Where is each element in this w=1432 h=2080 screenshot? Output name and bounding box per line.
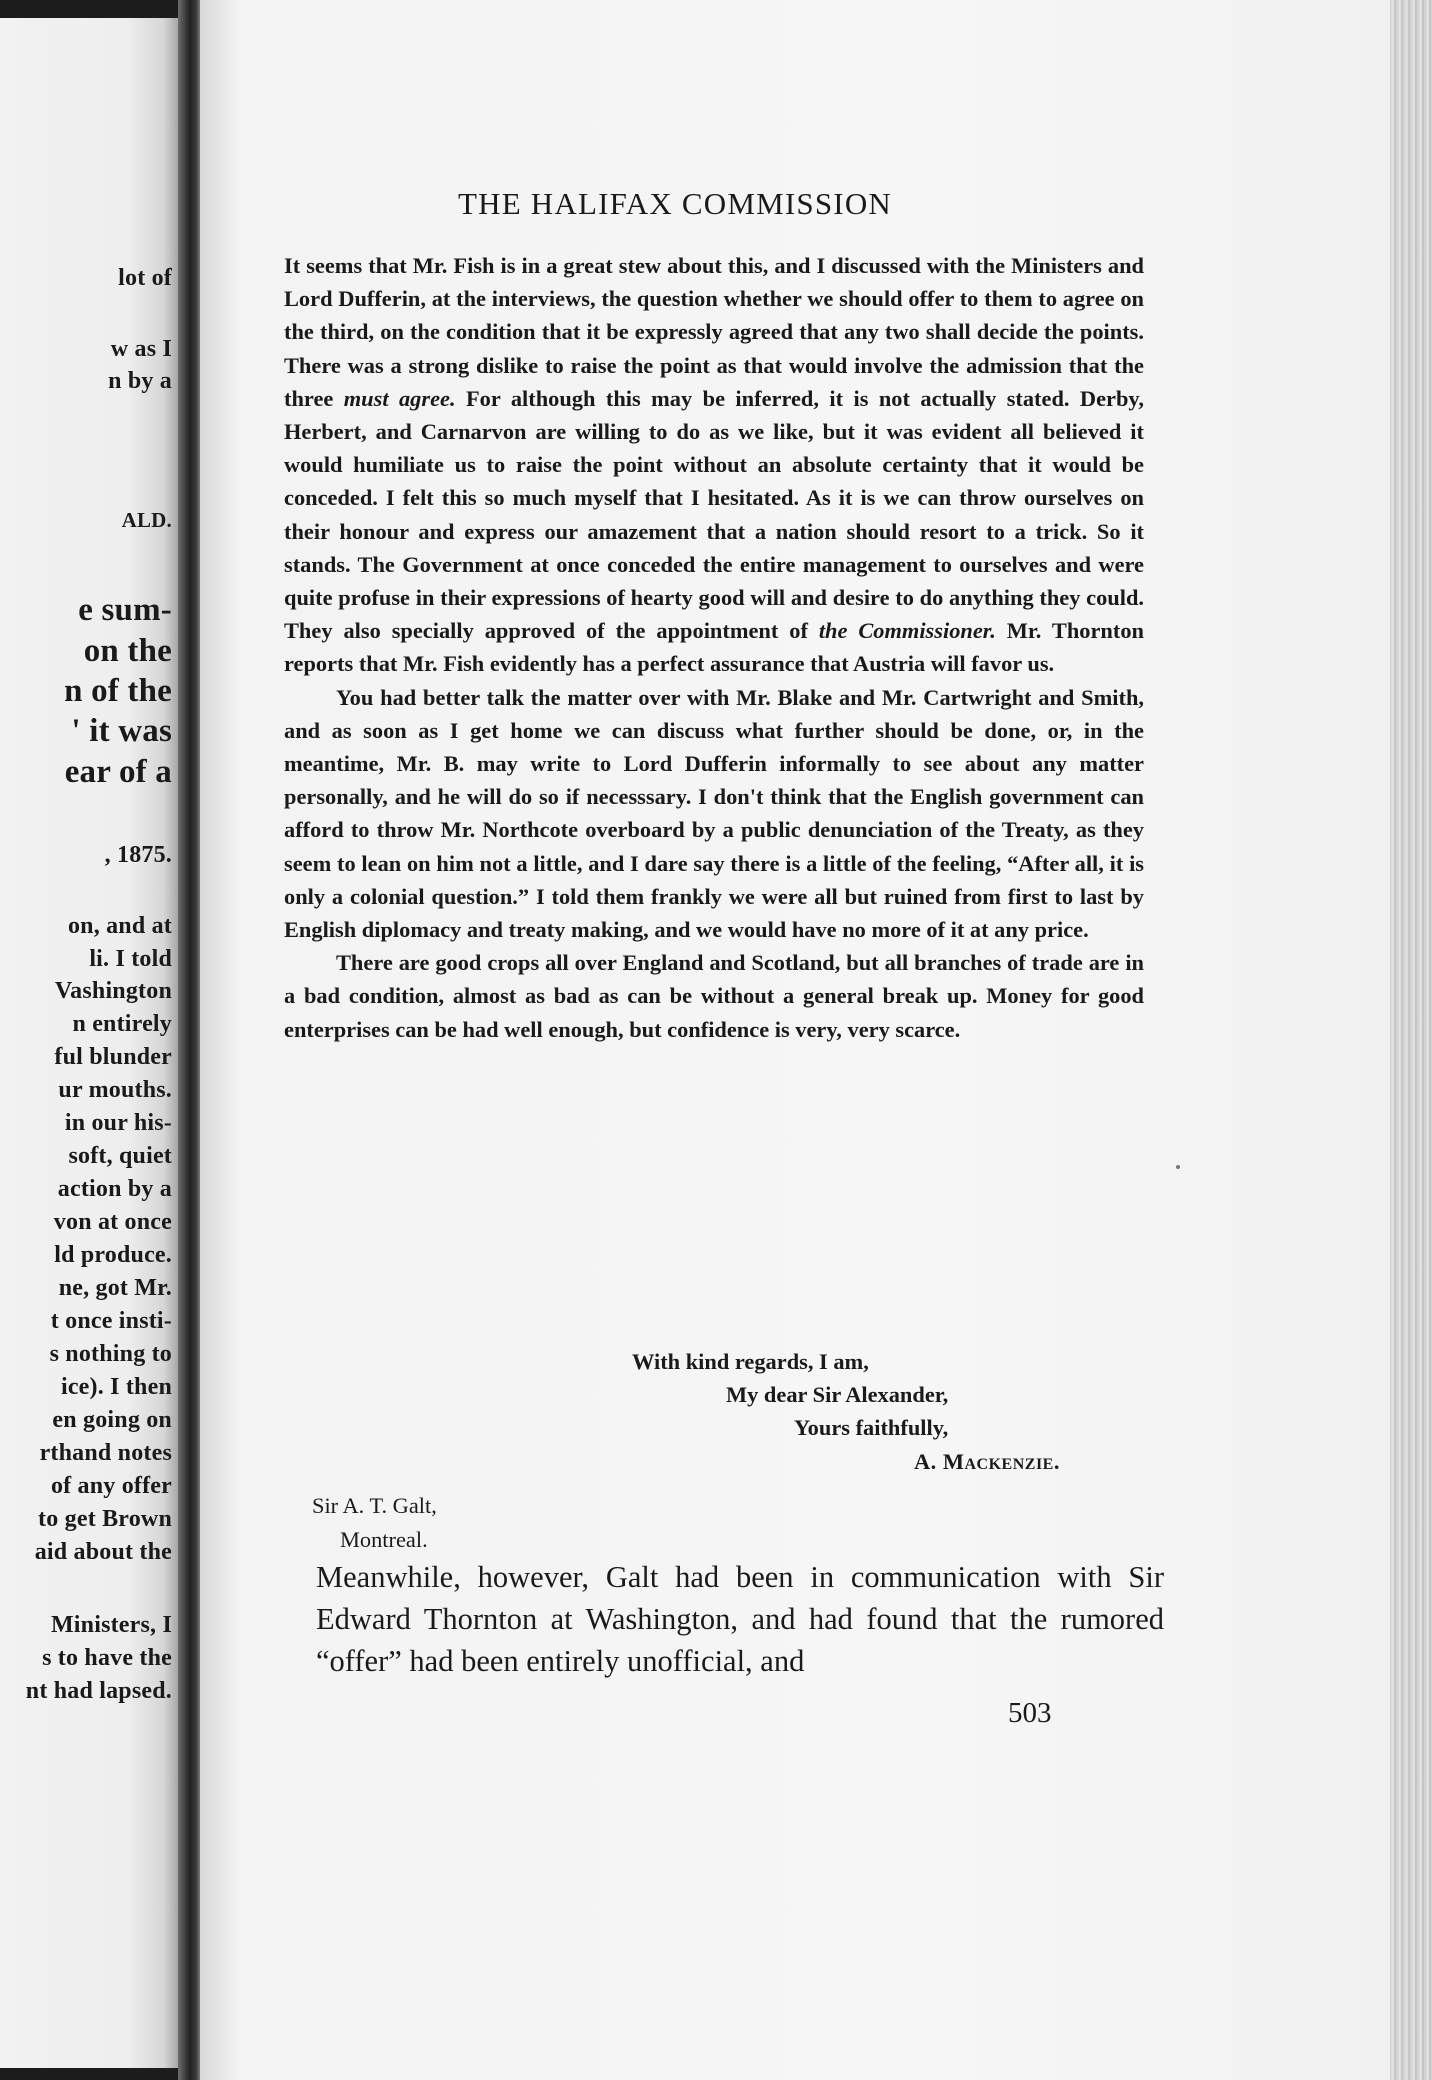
left-page-line: in our his- (64, 1110, 172, 1136)
emphasis: the Commissioner. (818, 618, 996, 644)
addressee-name: Sir A. T. Galt, (312, 1493, 437, 1518)
left-page-line: rthand notes (39, 1440, 172, 1466)
left-page-line: ne, got Mr. (58, 1275, 172, 1301)
left-page-line: ur mouths. (58, 1077, 172, 1103)
left-page-line: ALD. (121, 508, 172, 532)
letter-paragraph: It seems that Mr. Fish is in a great stew about this, and I discussed with the Ministers and Lord Dufferin, at the interviews, the question whether we should offer to them to agree on the third, on the condition that it be expressly agreed that any two shall decide the points. There was a strong dislike to raise the point as that would involve the admission that the three must agree. For although this may be inferred, it is not actually stated. Derby, Herbert, and Carnarvon are willing to do as we like, but it was evident all believed it would humiliate us to raise the point without an absolute certainty that it would be conceded. I felt this so much myself that I hesitated. As it is we can throw ourselves on their honour and express our amazement that a nation should resort to a trick. So it stands. The Government at once conceded the entire management to ourselves and were quite profuse in their expressions of hearty good will and desire to do anything they could. They also specially approved of the appointment of the Commissioner. Mr. Thornton reports that Mr. Fish evidently has a perfect assurance that Austria will favor us. (284, 253, 1144, 677)
left-page-line: w as I (110, 336, 172, 362)
left-page-line: of any offer (50, 1473, 172, 1499)
left-page-line: ld produce. (54, 1242, 172, 1268)
left-page-line: n entirely (72, 1011, 172, 1037)
left-page-line: soft, quiet (68, 1143, 172, 1169)
left-page-line: lot of (118, 265, 172, 291)
left-page-line: e sum- (78, 592, 172, 628)
left-page-line: nt had lapsed. (25, 1678, 172, 1704)
left-page-line: s to have the (42, 1645, 172, 1671)
left-facing-page (0, 18, 182, 2068)
left-page-line: t once insti- (50, 1308, 172, 1334)
left-page-line: aid about the (34, 1539, 172, 1565)
left-page-line: ear of a (64, 754, 172, 790)
left-page-line: Vashington (54, 978, 172, 1004)
left-page-line: , 1875. (104, 842, 172, 868)
left-page-line: action by a (57, 1176, 172, 1202)
left-page-line: von at once (53, 1209, 172, 1235)
narrative-paragraph: Meanwhile, however, Galt had been in communication with Sir Edward Thornton at Washington, and had found that the rumored “offer” had been entirely unofficial, and (316, 1560, 1164, 1678)
closing-line: My dear Sir Alexander, (726, 1382, 949, 1407)
running-head: THE HALIFAX COMMISSION (458, 186, 893, 221)
letter-body (284, 249, 1144, 1046)
closing-line: Yours faithfully, (794, 1415, 949, 1440)
left-page-line: s nothing to (49, 1341, 172, 1367)
left-page-line: n by a (108, 368, 172, 394)
left-page-line: Ministers, I (50, 1612, 172, 1638)
closing-line: With kind regards, I am, (632, 1349, 869, 1374)
left-page-line: ice). I then (60, 1374, 172, 1400)
left-page-line: on, and at (67, 913, 172, 939)
letter-paragraph: There are good crops all over England and Scotland, but all branches of trade are in a bad condition, almost as bad as can be without a general break up. Money for good enterprises can be had well enough, but confidence is very, very scarce. (284, 950, 1144, 1042)
ink-speck (1176, 1165, 1180, 1169)
left-page-line: on the (83, 633, 172, 669)
left-page-line: li. I told (89, 946, 172, 972)
left-page-line: ful blunder (54, 1044, 172, 1070)
addressee-place: Montreal. (340, 1527, 428, 1552)
page-number: 503 (1008, 1697, 1052, 1729)
left-page-line: to get Brown (38, 1506, 172, 1532)
page-stack-edge (1390, 0, 1432, 2080)
emphasis: must agree. (343, 385, 456, 411)
left-page-line: en going on (52, 1407, 172, 1433)
letter-paragraph: You had better talk the matter over with Mr. Blake and Mr. Cartwright and Smith, and as soon as I get home we can discuss what further should be done, or, in the meantime, Mr. B. may write to Lord Dufferin informally to see about any matter personally, and he will do so if necesssary. I don't think that the English government can afford to throw Mr. Northcote overboard by a public denunciation of the Treaty, as they seem to lean on him not a little, and I dare say there is a little of the feeling, “After all, it is only a colonial question.” I told them frankly we were all but ruined from first to last by English diplomacy and treaty making, and we would have no more of it at any price. (284, 684, 1144, 943)
left-page-line: ' it was (71, 713, 172, 749)
left-page-line: n of the (64, 673, 172, 709)
signature: A. Mackenzie. (914, 1449, 1060, 1474)
